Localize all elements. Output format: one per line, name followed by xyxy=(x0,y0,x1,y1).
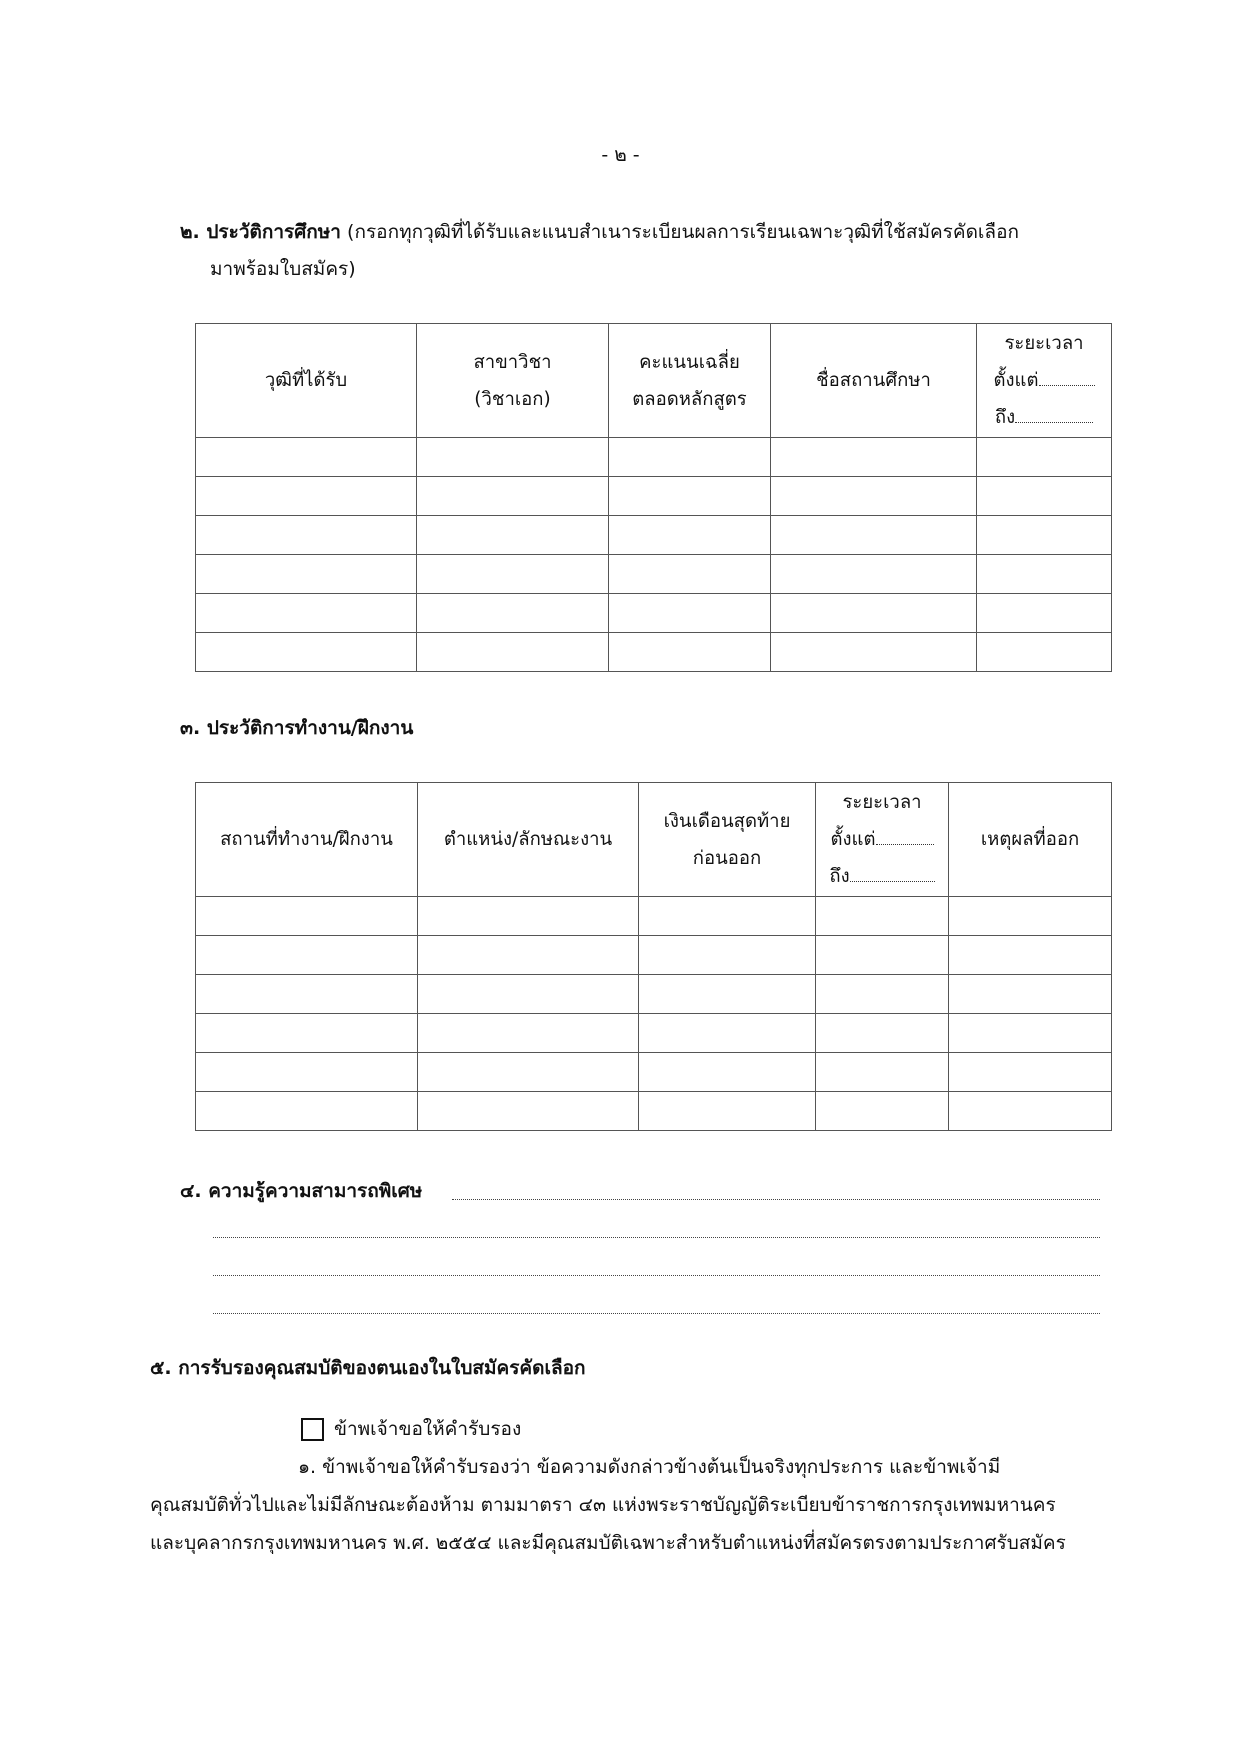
header-gpa xyxy=(609,324,771,438)
header-workplace: สถานที่ทำงาน/ฝึกงาน xyxy=(196,783,418,897)
work-table-cell[interactable] xyxy=(196,1092,418,1131)
section5-title: ๕. การรับรองคุณสมบัติของตนเองในใบสมัครคัดเลือก xyxy=(150,1357,586,1379)
work-table-cell[interactable] xyxy=(816,975,949,1014)
work-table-cell[interactable] xyxy=(196,936,418,975)
header-salary-line2: ก่อนออก xyxy=(692,847,762,869)
work-table-cell[interactable] xyxy=(418,936,639,975)
education-table-row xyxy=(196,516,1112,555)
education-table-cell[interactable] xyxy=(609,633,771,672)
section3-title: ๓. ประวัติการทำงาน/ฝึกงาน xyxy=(180,717,414,739)
work-table-cell[interactable] xyxy=(196,975,418,1014)
education-table-cell[interactable] xyxy=(609,438,771,477)
to-blank[interactable] xyxy=(850,859,935,882)
education-table-cell[interactable] xyxy=(771,477,977,516)
education-table-cell[interactable] xyxy=(417,633,609,672)
header-gpa-line2: ตลอดหลักสูตร xyxy=(632,388,747,410)
work-table-cell[interactable] xyxy=(418,897,639,936)
education-table-cell[interactable] xyxy=(771,555,977,594)
work-table-cell[interactable] xyxy=(949,936,1112,975)
header-period-title: ระยะเวลา xyxy=(842,792,922,813)
education-table-cell[interactable] xyxy=(196,555,417,594)
education-table-cell[interactable] xyxy=(196,633,417,672)
work-table-row xyxy=(196,1014,1112,1053)
section2-title: ๒. ประวัติการศึกษา xyxy=(180,221,341,243)
from-blank[interactable] xyxy=(876,822,934,845)
work-table-cell[interactable] xyxy=(816,936,949,975)
header-period xyxy=(977,324,1112,438)
work-table-cell[interactable] xyxy=(639,936,816,975)
education-table-cell[interactable] xyxy=(771,594,977,633)
education-table-row xyxy=(196,477,1112,516)
work-table-cell[interactable] xyxy=(949,1092,1112,1131)
special-skills-line-1[interactable] xyxy=(452,1199,1100,1200)
header-period-to: ถึง xyxy=(829,866,850,887)
header-period-to: ถึง xyxy=(994,407,1016,428)
work-table-cell[interactable] xyxy=(196,1053,418,1092)
education-table-row xyxy=(196,594,1112,633)
work-table-cell[interactable] xyxy=(196,1014,418,1053)
education-table-cell[interactable] xyxy=(609,516,771,555)
section2-note-line2: มาพร้อมใบสมัคร) xyxy=(210,258,356,280)
education-table-cell[interactable] xyxy=(196,438,417,477)
work-table-row xyxy=(196,936,1112,975)
section4-title: ๔. ความรู้ความสามารถพิเศษ xyxy=(180,1180,423,1202)
work-table-cell[interactable] xyxy=(418,975,639,1014)
header-period-from: ตั้งแต่ xyxy=(993,370,1039,391)
certify-paragraph-line3: และบุคลากรกรุงเทพมหานคร พ.ศ. ๒๕๕๔ และมีคุณสมบัติเฉพาะสำหรับตำแหน่งที่สมัครตรงตามประกาศรับสมัคร xyxy=(150,1532,1066,1554)
education-table-header xyxy=(196,324,1112,438)
work-history-table xyxy=(195,782,1112,1131)
work-table-cell[interactable] xyxy=(639,1014,816,1053)
work-table-cell[interactable] xyxy=(639,897,816,936)
work-table-row xyxy=(196,1053,1112,1092)
work-table-cell[interactable] xyxy=(196,897,418,936)
work-table-row xyxy=(196,975,1112,1014)
education-table-cell[interactable] xyxy=(196,516,417,555)
section2-note-line1: (กรอกทุกวุฒิที่ได้รับและแนบสำเนาระเบียนผลการเรียนเฉพาะวุฒิที่ใช้สมัครคัดเลือก xyxy=(347,221,1019,243)
work-table-cell[interactable] xyxy=(816,1092,949,1131)
education-table-row xyxy=(196,633,1112,672)
certify-paragraph-line2: คุณสมบัติทั่วไปและไม่มีลักษณะต้องห้าม ตามมาตรา ๔๓ แห่งพระราชบัญญัติระเบียบข้าราชการกรุงเทพมหานคร xyxy=(150,1494,1056,1516)
work-table-cell[interactable] xyxy=(418,1014,639,1053)
education-table-cell[interactable] xyxy=(196,594,417,633)
education-table-row xyxy=(196,555,1112,594)
header-position: ตำแหน่ง/ลักษณะงาน xyxy=(418,783,639,897)
education-table-cell[interactable] xyxy=(977,633,1112,672)
special-skills-line-4[interactable] xyxy=(213,1313,1100,1314)
page-number: - ๒ - xyxy=(601,144,640,166)
header-major-line1: สาขาวิชา xyxy=(473,351,552,373)
education-table-cell[interactable] xyxy=(609,555,771,594)
work-table-cell[interactable] xyxy=(639,1053,816,1092)
education-table-row xyxy=(196,438,1112,477)
education-table-cell[interactable] xyxy=(977,555,1112,594)
work-table-cell[interactable] xyxy=(418,1053,639,1092)
education-table-cell[interactable] xyxy=(609,477,771,516)
to-blank[interactable] xyxy=(1015,400,1093,423)
header-major xyxy=(417,324,609,438)
education-table-cell[interactable] xyxy=(417,555,609,594)
header-period-title: ระยะเวลา xyxy=(1004,333,1084,354)
work-table-row xyxy=(196,897,1112,936)
education-table-cell[interactable] xyxy=(196,477,417,516)
work-table-cell[interactable] xyxy=(949,897,1112,936)
work-table-cell[interactable] xyxy=(418,1092,639,1131)
header-salary xyxy=(639,783,816,897)
work-table-cell[interactable] xyxy=(639,1092,816,1131)
work-table-cell[interactable] xyxy=(949,1014,1112,1053)
header-gpa-line1: คะแนนเฉลี่ย xyxy=(639,351,740,373)
education-table-cell[interactable] xyxy=(977,477,1112,516)
special-skills-line-3[interactable] xyxy=(213,1275,1100,1276)
education-table-cell[interactable] xyxy=(771,516,977,555)
work-table-cell[interactable] xyxy=(639,975,816,1014)
work-table-header xyxy=(196,783,1112,897)
certify-checkbox[interactable] xyxy=(301,1418,324,1441)
from-blank[interactable] xyxy=(1039,363,1095,386)
header-period xyxy=(816,783,949,897)
work-table-cell[interactable] xyxy=(816,1053,949,1092)
special-skills-line-2[interactable] xyxy=(213,1237,1100,1238)
education-table-cell[interactable] xyxy=(609,594,771,633)
education-table-cell[interactable] xyxy=(417,438,609,477)
header-salary-line1: เงินเดือนสุดท้าย xyxy=(663,810,791,832)
work-table-cell[interactable] xyxy=(949,975,1112,1014)
education-table-cell[interactable] xyxy=(977,516,1112,555)
work-table-cell[interactable] xyxy=(949,1053,1112,1092)
certify-paragraph-line1: ๑. ข้าพเจ้าขอให้คำรับรองว่า ข้อความดังกล่าวข้างต้นเป็นจริงทุกประการ และข้าพเจ้ามี xyxy=(298,1456,1001,1478)
section2-heading xyxy=(180,214,1019,251)
education-table-cell[interactable] xyxy=(417,516,609,555)
education-table-cell[interactable] xyxy=(771,633,977,672)
education-table-cell[interactable] xyxy=(977,438,1112,477)
education-table xyxy=(195,323,1112,672)
education-table-cell[interactable] xyxy=(417,594,609,633)
education-table-cell[interactable] xyxy=(417,477,609,516)
work-table-row xyxy=(196,1092,1112,1131)
header-major-line2: (วิชาเอก) xyxy=(474,388,551,410)
work-table-cell[interactable] xyxy=(816,1014,949,1053)
header-reason: เหตุผลที่ออก xyxy=(949,783,1112,897)
education-table-cell[interactable] xyxy=(977,594,1112,633)
header-period-from: ตั้งแต่ xyxy=(830,829,876,850)
header-degree: วุฒิที่ได้รับ xyxy=(196,324,417,438)
education-table-cell[interactable] xyxy=(771,438,977,477)
certify-checkbox-label: ข้าพเจ้าขอให้คำรับรอง xyxy=(334,1418,522,1440)
work-table-cell[interactable] xyxy=(816,897,949,936)
header-institution: ชื่อสถานศึกษา xyxy=(771,324,977,438)
